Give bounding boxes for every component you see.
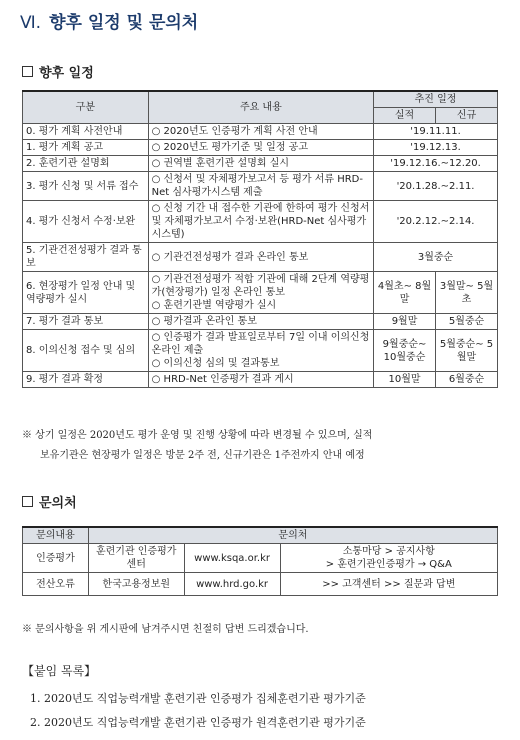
row-content: ○ HRD-Net 인증평가 결과 게시: [148, 372, 373, 388]
row-content: ○ 2020년도 인증평가 계획 사전 안내: [148, 124, 373, 140]
table-row: [23, 243, 498, 272]
header-inquiry-type: 문의내용: [23, 527, 89, 544]
section-schedule-title: [22, 62, 94, 81]
row-category: 9. 평가 결과 확정: [23, 372, 149, 388]
row-category: 2. 훈련기관 설명회: [23, 156, 149, 172]
contact-path-line: > 훈련기관인증평가 → Q&A: [325, 559, 452, 570]
contact-path-line: 소통마당 > 공지사항: [342, 546, 435, 557]
heading-number: Ⅵ.: [20, 13, 42, 33]
row-content-line: ○ 인증평가 결과 발표일로부터 7일 이내 이의신청 온라인 제출: [151, 332, 370, 356]
row-content: ○ 2020년도 평가기준 및 일정 공고: [148, 140, 373, 156]
row-content-line: ○ 이의신청 심의 및 결과통보: [151, 358, 280, 369]
table-row: [23, 140, 498, 156]
row-existing: 10월말: [374, 372, 436, 388]
attachment-item: 1. 2020년도 직업능력개발 훈련기관 인증평가 집체훈련기관 평가기준: [30, 692, 366, 705]
attachments-title: 【붙임 목록】: [22, 664, 97, 678]
header-category: 구분: [23, 91, 149, 124]
row-category: 1. 평가 계획 공고: [23, 140, 149, 156]
contact-org: 훈련기관 인증평가센터: [88, 544, 184, 573]
table-row: [23, 156, 498, 172]
row-category: 6. 현장평가 일정 안내 및 역량평가 실시: [23, 272, 149, 314]
contact-org: 한국고용정보원: [88, 573, 184, 596]
row-existing: 9월중순∼ 10월중순: [374, 330, 436, 372]
row-existing: 9월말: [374, 314, 436, 330]
row-new: 5월중순: [436, 314, 498, 330]
section-schedule-label: 향후 일정: [39, 66, 94, 81]
contact-note: ※ 문의사항을 위 게시판에 남겨주시면 친절히 답변 드리겠습니다.: [22, 624, 309, 635]
row-existing: 4월초∼ 8월말: [374, 272, 436, 314]
table-row: [23, 372, 498, 388]
schedule-note-line2: 보유기관은 현장평가 일정은 방문 2주 전, 신규기관은 1주전까지 안내 예정: [40, 450, 365, 461]
row-content-line: ○ 기관건전성평가 적합 기관에 대해 2단계 역량평가(현장평가) 일정 온라인 통보: [151, 274, 370, 298]
row-content: ○ 신청 기간 내 접수한 기관에 한하여 평가 신청서 및 자체평가보고서 수정·보완(HRD-Net 심사평가시스템): [148, 201, 373, 243]
contact-path: >> 고객센터 >> 질문과 답변: [280, 573, 497, 596]
row-new: 5월중순∼ 5월말: [436, 330, 498, 372]
contact-site-link[interactable]: www.ksqa.or.kr: [184, 544, 280, 573]
table-row: [23, 544, 498, 573]
table-row: [23, 272, 498, 314]
row-date: '19.11.11.: [374, 124, 498, 140]
attachment-item: 2. 2020년도 직업능력개발 훈련기관 인증평가 원격훈련기관 평가기준: [30, 716, 366, 729]
row-content: [148, 272, 373, 314]
header-inquiry-where: 문의처: [88, 527, 497, 544]
table-row: [23, 573, 498, 596]
row-date: '20.1.28.∼2.11.: [374, 172, 498, 201]
row-category: 7. 평가 결과 통보: [23, 314, 149, 330]
contact-path: [280, 544, 497, 573]
section-contact-label: 문의처: [39, 496, 77, 511]
section-contact-title: [22, 492, 77, 511]
row-content-line: ○ 훈련기관별 역량평가 실시: [151, 300, 277, 311]
row-category: 5. 기관건전성평가 결과 통보: [23, 243, 149, 272]
header-content: 주요 내용: [148, 91, 373, 124]
row-category: 4. 평가 신청서 수정·보완: [23, 201, 149, 243]
contact-type: 전산오류: [23, 573, 89, 596]
square-bullet-icon: [22, 496, 33, 507]
row-date: '20.2.12.∼2.14.: [374, 201, 498, 243]
row-category: 8. 이의신청 접수 및 심의: [23, 330, 149, 372]
contact-type: 인증평가: [23, 544, 89, 573]
row-new: 6월중순: [436, 372, 498, 388]
row-new: 3월말∼ 5월초: [436, 272, 498, 314]
row-content: [148, 330, 373, 372]
row-category: 3. 평가 신청 및 서류 접수: [23, 172, 149, 201]
header-progress: 추진 일정: [374, 91, 498, 108]
contact-site-link[interactable]: www.hrd.go.kr: [184, 573, 280, 596]
table-row: [23, 124, 498, 140]
table-row: [23, 314, 498, 330]
row-category: 0. 평가 계획 사전안내: [23, 124, 149, 140]
contact-table: [22, 526, 498, 596]
row-content: ○ 평가결과 온라인 통보: [148, 314, 373, 330]
square-bullet-icon: [22, 66, 33, 77]
table-row: [23, 330, 498, 372]
schedule-note: [22, 426, 498, 466]
schedule-note-line1: ※ 상기 일정은 2020년도 평가 운영 및 진행 상황에 따라 변경될 수 있으며, 실적: [22, 430, 373, 441]
row-date: 3월중순: [374, 243, 498, 272]
row-content: ○ 기관건전성평가 결과 온라인 통보: [148, 243, 373, 272]
row-content: ○ 신청서 및 자체평가보고서 등 평가 서류 HRD-Net 심사평가시스템 제출: [148, 172, 373, 201]
row-content: ○ 권역별 훈련기관 설명회 실시: [148, 156, 373, 172]
header-existing: 실적: [374, 108, 436, 124]
row-date: '19.12.16.∼12.20.: [374, 156, 498, 172]
schedule-table: [22, 90, 498, 388]
table-row: [23, 201, 498, 243]
heading-text: 향후 일정 및 문의처: [49, 13, 199, 33]
row-date: '19.12.13.: [374, 140, 498, 156]
header-new: 신규: [436, 108, 498, 124]
table-row: [23, 172, 498, 201]
page-heading: [20, 8, 198, 33]
